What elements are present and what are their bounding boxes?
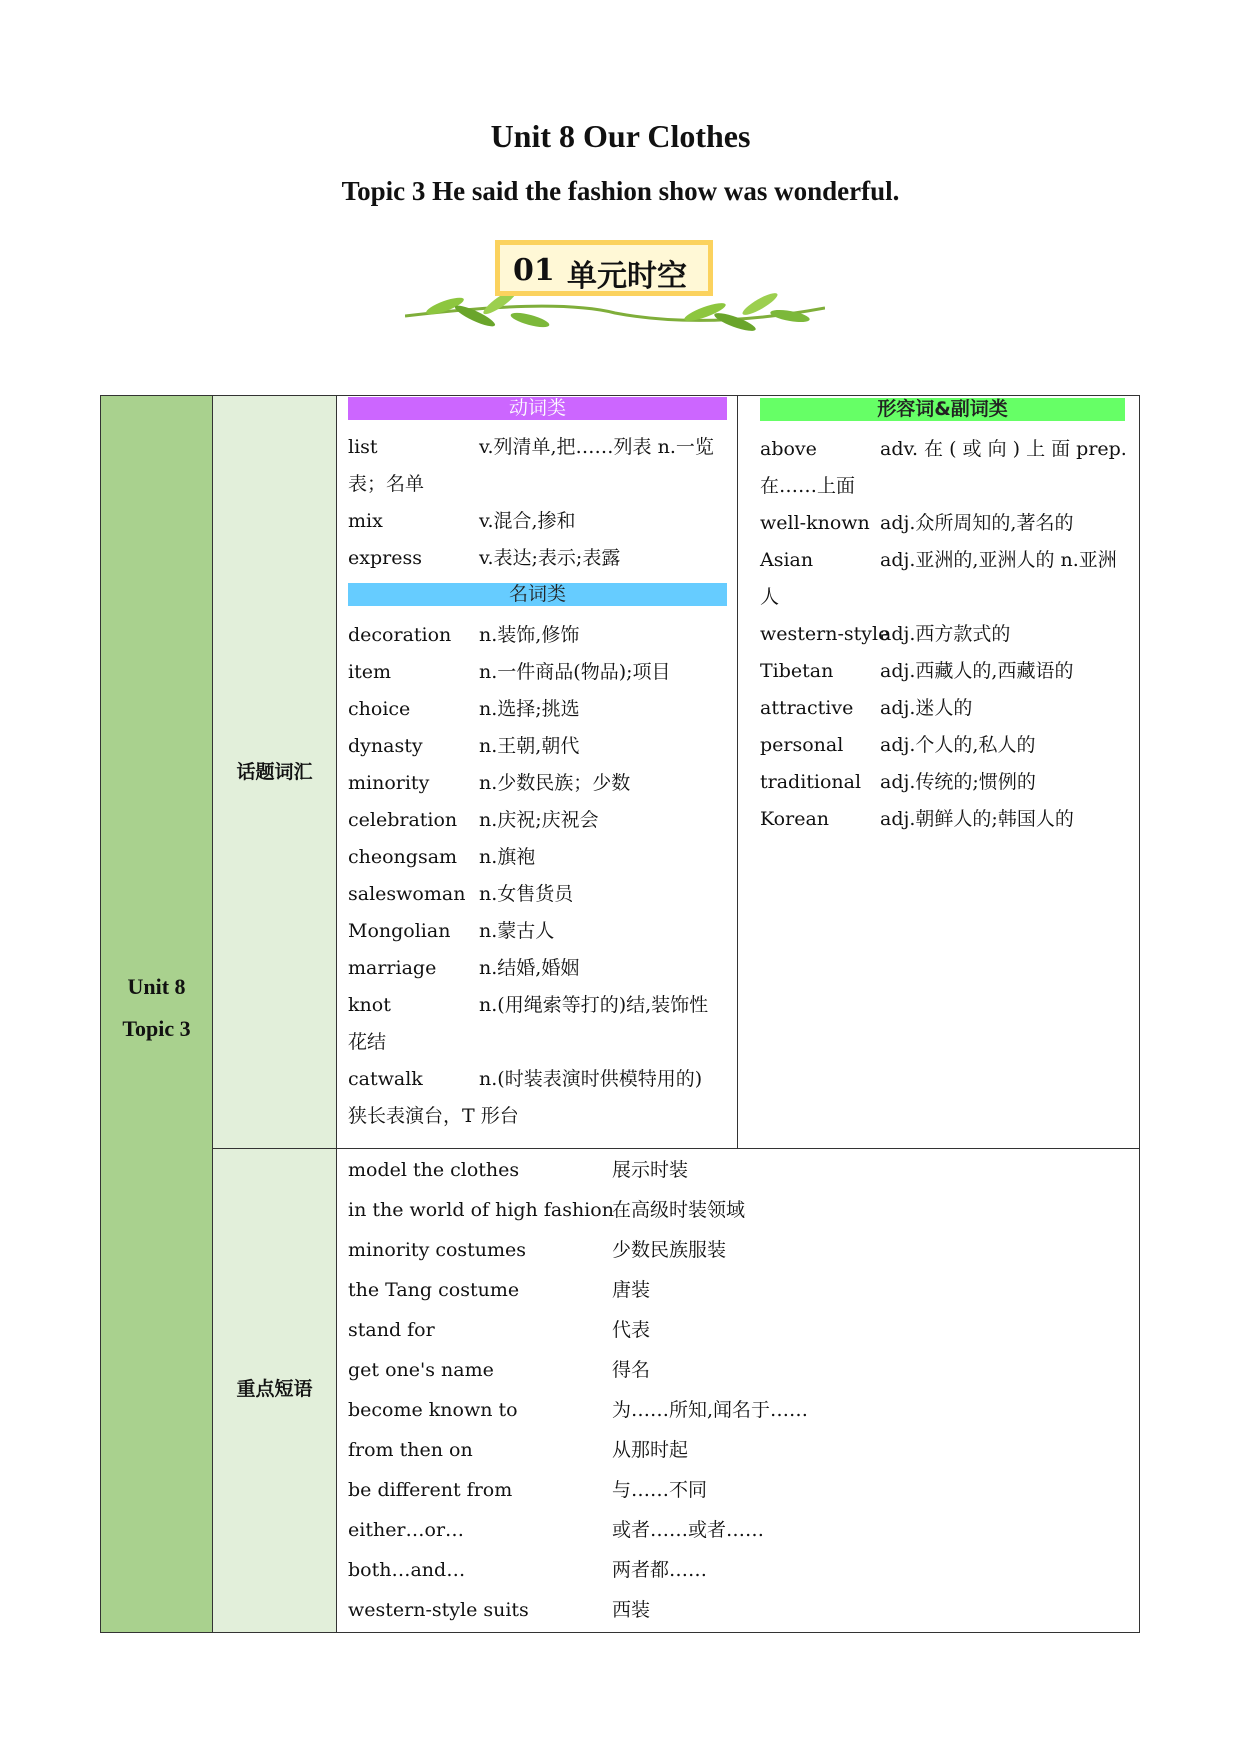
divider [737, 396, 738, 1148]
vocab-word: mix [348, 510, 383, 532]
banner-text: 单元时空 [567, 259, 687, 294]
vocab-meaning-continued: 花结 [348, 1031, 387, 1053]
phrase-english: stand for [348, 1319, 435, 1341]
unit-label [101, 966, 212, 1050]
vocab-word: western-style [760, 623, 890, 645]
vocab-meaning: n.旗袍 [479, 846, 536, 868]
phrase-english: western-style suits [348, 1599, 529, 1621]
vocab-word: Tibetan [760, 660, 834, 682]
phrase-row [348, 1430, 1048, 1470]
phrase-row [348, 1350, 1048, 1390]
phrase-row [348, 1390, 1048, 1430]
vocab-meaning: v.混合,掺和 [479, 510, 576, 532]
vocab-meaning: adv. 在 ( 或 向 ) 上 面 prep. [880, 438, 1127, 460]
unit-label-topic: Topic 3 [122, 1016, 191, 1041]
vocab-meaning: adj.亚洲的,亚洲人的 n.亚洲 [880, 549, 1117, 571]
vocab-word: list [348, 436, 378, 458]
vocab-meaning-continued: 在……上面 [760, 475, 856, 497]
vocab-meaning-continued: 人 [760, 586, 780, 608]
vocab-word: Asian [760, 549, 814, 571]
phrase-english: both…and… [348, 1559, 466, 1581]
phrase-english: minority costumes [348, 1239, 527, 1261]
vocab-word: dynasty [348, 735, 423, 757]
page-title: Unit 8 Our Clothes [490, 118, 751, 154]
phrase-chinese: 得名 [612, 1359, 651, 1381]
vocab-word: well-known [760, 512, 870, 534]
phrase-chinese: 两者都…… [612, 1559, 708, 1581]
vocab-meaning: v.列清单,把……列表 n.一览 [479, 436, 714, 458]
vocab-meaning-continued: 狭长表演台，T 形台 [348, 1105, 519, 1127]
vocab-word: personal [760, 734, 844, 756]
vocab-meaning: n.(时装表演时供模特用的) [479, 1068, 703, 1090]
phrase-chinese: 展示时装 [612, 1159, 689, 1181]
vocab-meaning: n.选择;挑选 [479, 698, 580, 720]
vocab-word: minority [348, 772, 430, 794]
phrase-chinese: 少数民族服装 [612, 1239, 727, 1261]
vocab-word: saleswoman [348, 883, 466, 905]
phrase-row [348, 1510, 1048, 1550]
vocab-meaning: adj.传统的;惯例的 [880, 771, 1036, 793]
banner-number: 01 [513, 253, 555, 288]
vocab-meaning: adj.个人的,私人的 [880, 734, 1036, 756]
phrase-chinese: 或者……或者…… [612, 1519, 765, 1541]
vocab-meaning: n.少数民族；少数 [479, 772, 631, 794]
unit-label-unit: Unit 8 [127, 974, 186, 999]
vocab-meaning: adj.西方款式的 [880, 623, 1011, 645]
adjectives-heading: 形容词&副词类 [760, 398, 1125, 421]
phrase-row [348, 1150, 1048, 1190]
phrase-english: model the clothes [348, 1159, 520, 1181]
vocab-word: express [348, 547, 422, 569]
vocab-word: Mongolian [348, 920, 451, 942]
vocab-meaning: n.结婚,婚姻 [479, 957, 580, 979]
phrase-chinese: 代表 [612, 1319, 651, 1341]
phrase-chinese: 西装 [612, 1599, 651, 1621]
phrase-english: from then on [348, 1439, 473, 1461]
vocab-meaning: n.王朝,朝代 [479, 735, 580, 757]
phrase-section-label: 重点短语 [236, 1378, 313, 1400]
vocab-word: traditional [760, 771, 862, 793]
phrase-english: either…or… [348, 1519, 465, 1541]
vocab-word: marriage [348, 957, 437, 979]
phrase-chinese: 在高级时装领域 [612, 1199, 746, 1221]
vocab-meaning: adj.朝鲜人的;韩国人的 [880, 808, 1074, 830]
vocab-meaning: n.装饰,修饰 [479, 624, 580, 646]
phrase-chinese: 与……不同 [612, 1479, 708, 1501]
vocab-section-label: 话题词汇 [236, 761, 313, 783]
vocab-word: decoration [348, 624, 452, 646]
vocab-word: celebration [348, 809, 458, 831]
section-banner [405, 238, 825, 338]
vocab-word: cheongsam [348, 846, 458, 868]
phrase-english: the Tang costume [348, 1279, 520, 1301]
vocab-word: attractive [760, 697, 854, 719]
divider [212, 396, 213, 1632]
vocab-meaning: n.女售货员 [479, 883, 574, 905]
phrase-row [348, 1310, 1048, 1350]
phrase-english: get one's name [348, 1359, 494, 1381]
divider [336, 396, 337, 1632]
vocab-meaning: n.一件商品(物品);项目 [479, 661, 671, 683]
phrase-chinese: 从那时起 [612, 1439, 689, 1461]
phrase-english: be different from [348, 1479, 513, 1501]
vocab-meaning-continued: 表；名单 [348, 473, 425, 495]
phrase-row [348, 1470, 1048, 1510]
vocab-word: choice [348, 698, 411, 720]
vocabulary-table [100, 395, 1140, 1633]
phrase-english: in the world of high fashion [348, 1199, 614, 1221]
phrase-row [348, 1550, 1048, 1590]
vocab-meaning: adj.迷人的 [880, 697, 973, 719]
phrase-english: become known to [348, 1399, 518, 1421]
vocab-word: knot [348, 994, 391, 1016]
vocab-meaning: n.庆祝;庆祝会 [479, 809, 599, 831]
phrase-row [348, 1590, 1048, 1630]
vocab-meaning: n.(用绳索等打的)结,装饰性 [479, 994, 709, 1016]
phrase-chinese: 唐装 [612, 1279, 651, 1301]
page-subtitle: Topic 3 He said the fashion show was wonderful. [341, 176, 900, 206]
phrase-row [348, 1230, 1048, 1270]
vocab-word: item [348, 661, 391, 683]
vocab-word: Korean [760, 808, 830, 830]
phrase-row [348, 1190, 1048, 1230]
vocab-meaning: v.表达;表示;表露 [479, 547, 621, 569]
vocab-word: above [760, 438, 817, 460]
divider [212, 1148, 1140, 1149]
vocab-meaning: n.蒙古人 [479, 920, 555, 942]
vocab-word: catwalk [348, 1068, 423, 1090]
phrase-row [348, 1270, 1048, 1310]
nouns-heading: 名词类 [348, 583, 727, 606]
vocab-meaning: adj.众所周知的,著名的 [880, 512, 1074, 534]
phrase-chinese: 为……所知,闻名于…… [612, 1399, 809, 1421]
verbs-heading: 动词类 [348, 397, 727, 420]
vocab-meaning: adj.西藏人的,西藏语的 [880, 660, 1074, 682]
